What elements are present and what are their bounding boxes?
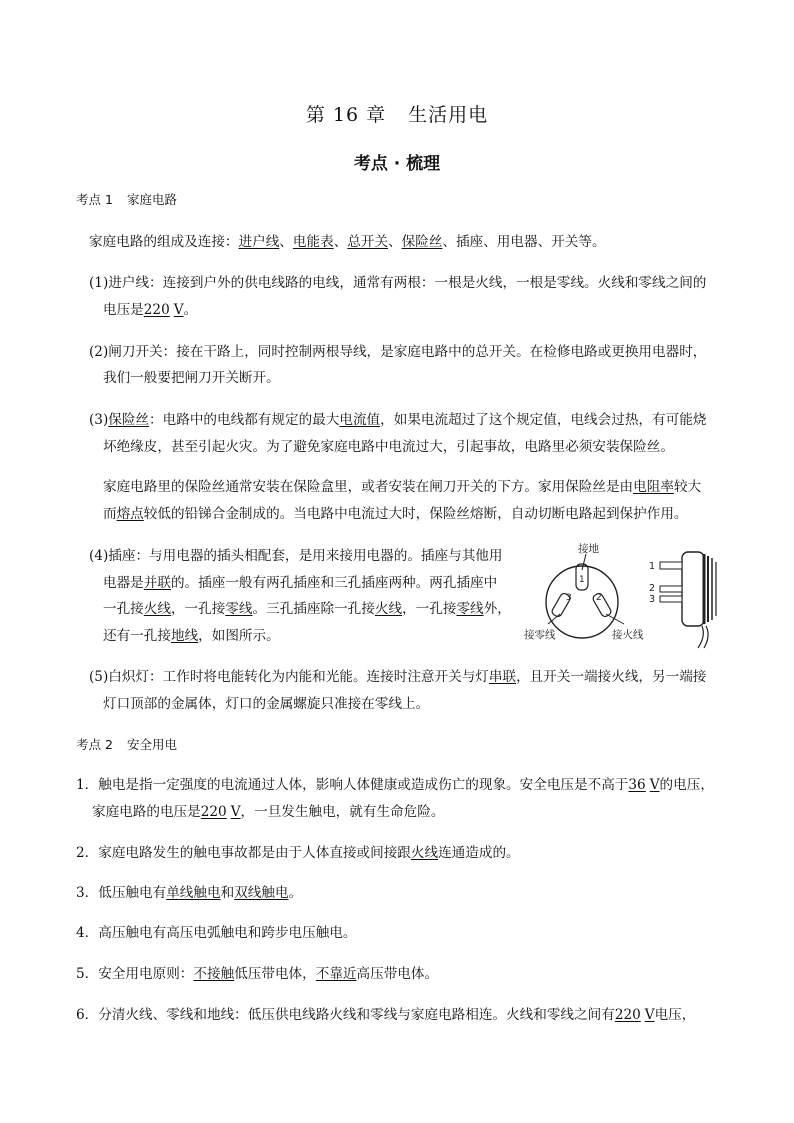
safety-item2: 2．家庭电路发生的触电事故都是由于人体直接或间接跟火线连通造成的。 [76, 845, 520, 861]
safety-item5: 5．安全用电原则：不接触低压带电体，不靠近高压带电体。 [76, 966, 439, 982]
plug-number-1: 1 [649, 561, 656, 572]
safety-item1-line2: 家庭电路的电压是220 V，一旦发生触电，就有生命危险。 [92, 804, 445, 820]
hole-number-1: 1 [579, 575, 585, 585]
item2-line2: 我们一般要把闸刀开关断开。 [103, 370, 280, 386]
socket-front-view [524, 542, 644, 641]
safety-item3: 3．低压触电有单线触电和双线触电。 [76, 885, 303, 901]
item4-line4: 还有一孔接地线，如图所示。 [103, 628, 280, 644]
section-subtitle: 考点 · 梳理 [353, 154, 441, 174]
fuse-paragraph-line1: 家庭电路里的保险丝通常安装在保险盒里，或者安装在闸刀开关的下方。家用保险丝是由电阻率较大 [103, 479, 702, 495]
item4-line2: 电器是并联的。插座一般有两孔插座和三孔插座两种。两孔插座中 [103, 575, 498, 591]
label-live: 接火线 [612, 629, 644, 641]
label-ground: 接地 [578, 543, 599, 555]
plug-number-3: 3 [649, 594, 656, 605]
point1-intro: 家庭电路的组成及连接：进户线、电能表、总开关、保险丝、插座、用电器、开关等。 [89, 234, 606, 250]
safety-item4: 4．高压触电有高压电弧触电和跨步电压触电。 [76, 925, 357, 941]
plug-side-view [649, 552, 716, 648]
hole-number-2: 2 [596, 593, 602, 603]
point2-heading: 考点 2 安全用电 [76, 737, 177, 752]
safety-item1-line1: 1．触电是指一定强度的电流通过人体，影响人体健康或造成伤亡的现象。安全电压是不高于36 V的电压， [76, 777, 714, 793]
safety-item6: 6．分清火线、零线和地线：低压供电线路火线和零线与家庭电路相连。火线和零线之间有220 V电压， [76, 1007, 696, 1023]
item4-line1: (4)插座：与用电器的插头相配套，是用来接用电器的。插座与其他用 [89, 548, 503, 564]
item5-line1: (5)白炽灯：工作时将电能转化为内能和光能。连接时注意开关与灯串联，且开关一端接火线，另一端接 [89, 669, 707, 685]
item3-line1: (3)保险丝：电路中的电线都有规定的最大电流值，如果电流超过了这个规定值，电线会过热，有可能烧 [89, 412, 707, 428]
item2-line1: (2)闸刀开关：接在干路上，同时控制两根导线，是家庭电路中的总开关。在检修电路或更换用电器时， [89, 344, 707, 360]
fuse-paragraph-line2: 而熔点较低的铅锑合金制成的。当电路中电流过大时，保险丝熔断，自动切断电路起到保护作用。 [103, 506, 688, 522]
item3-line2: 坏绝缘皮，甚至引起火灾。为了避免家庭电路中电流过大，引起事故，电路里必须安装保险丝。 [103, 439, 674, 455]
item4-line3: 一孔接火线，一孔接零线。三孔插座除一孔接火线，一孔接零线外， [103, 601, 511, 617]
hole-number-3: 3 [566, 593, 572, 603]
item5-line2: 灯口顶部的金属体，灯口的金属螺旋只准接在零线上。 [103, 696, 430, 712]
item1-line2: 电压是220 V。 [103, 302, 198, 318]
page-title: 第 16 章 生活用电 [305, 104, 489, 126]
socket-figure [520, 538, 725, 650]
plug-number-2: 2 [649, 583, 656, 594]
label-neutral: 接零线 [524, 629, 556, 641]
point1-heading: 考点 1 家庭电路 [76, 192, 177, 207]
item1-line1: (1)进户线：连接到户外的供电线路的电线，通常有两根：一根是火线，一根是零线。火线和零线之间的 [89, 275, 707, 291]
